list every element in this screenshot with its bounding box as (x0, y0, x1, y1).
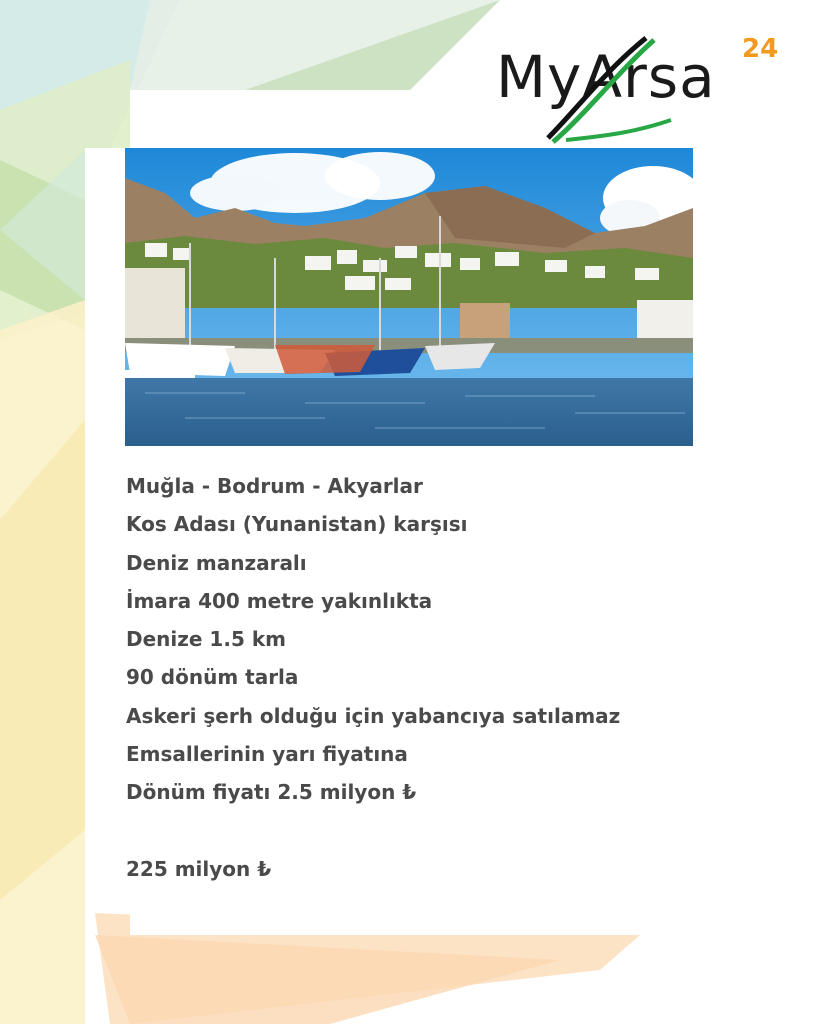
detail-line-location: Muğla - Bodrum - Akyarlar (126, 474, 423, 498)
detail-line-opposite: Kos Adası (Yunanistan) karşısı (126, 512, 468, 537)
brand-name: MyArsa (496, 43, 716, 111)
harbor-photo (125, 148, 693, 446)
swoosh-icon (496, 30, 786, 150)
detail-line-comparison: Emsallerinin yarı fiyatına (126, 742, 408, 767)
detail-line-restriction: Askeri şerh olduğu için yabancıya satılamaz (126, 703, 621, 728)
total-price: 225 milyon ₺ (126, 857, 272, 881)
brand-logo (496, 30, 786, 150)
brand-superscript: 24 (742, 34, 779, 64)
detail-line-sea-distance: Denize 1.5 km (126, 627, 286, 652)
detail-line-view: Deniz manzaralı (126, 550, 307, 575)
detail-line-area: 90 dönüm tarla (126, 665, 299, 690)
detail-line-unit-price: Dönüm fiyatı 2.5 milyon ₺ (126, 780, 417, 805)
listing-details (126, 467, 726, 812)
detail-line-zoning: İmara 400 metre yakınlıkta (126, 588, 433, 613)
